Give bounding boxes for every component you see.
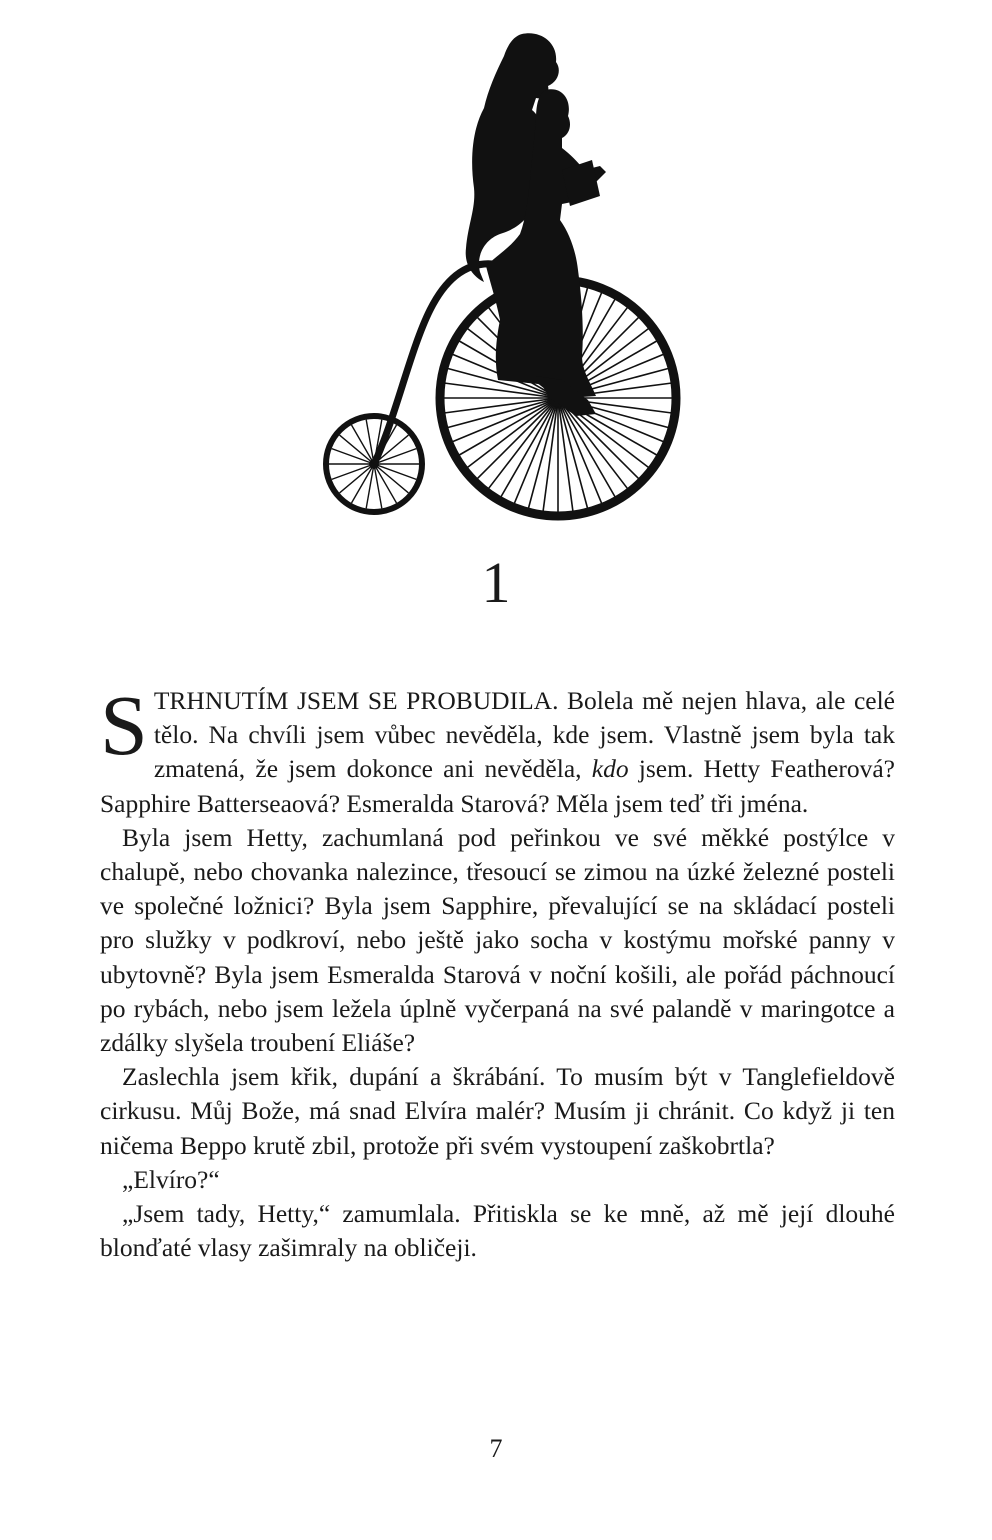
wheel-spoke	[528, 398, 558, 508]
drop-cap: S	[100, 677, 148, 773]
paragraph-4: „Elvíro?“	[122, 1164, 220, 1194]
paragraph-5: „Jsem tady, Hetty,“ zamumlala. Přitiskla se ke mně, až mě její dlouhé blonďaté vlasy zašimraly na obličeji.	[100, 1199, 895, 1263]
paragraph-1-end: jsem. Hetty Featherová? Sapphire Batterseaová? Esmeralda Starová? Měla jsem teď tři jména.	[100, 754, 895, 818]
wheel-spoke	[332, 464, 374, 479]
page-number: 7	[489, 1434, 503, 1463]
emphasis: kdo	[591, 754, 629, 784]
chapter-number: 1	[481, 550, 511, 615]
wheel-spoke	[374, 464, 408, 493]
paragraph-1	[100, 677, 895, 821]
paragraph-2: Byla jsem Hetty, zachumlaná pod peřinkou ve své měkké postýlce v chalupě, nebo chovanka nalezince, třesoucí se zimou na úzké železné posteli ve společné ložnici? Byla jsem Sapphire, převalující se na skládací posteli pro služky v podkroví, nebo ještě jako socha v kostýmu mořské panny v ubytovně? Byla jsem Esmeralda Starová v noční košili, ale pořád páchnoucí po rybách, nebo jsem ležela úplně vyčerpaná na své palandě v maringotce a zdálky slyšela troubení Eliáše?	[100, 822, 895, 1058]
wheel-spoke	[340, 435, 374, 464]
paragraph-3: Zaslechla jsem křik, dupání a škrábání. To musím být v Tanglefieldově cirkusu. Můj Bože, má snad Elvíra malér? Musím ji chránit. Co když ji ten ničema Beppo krutě zbil, protože při svém vystoupení zaškobrtla?	[100, 1062, 895, 1160]
wheel-spoke	[340, 464, 374, 493]
chapter-text	[100, 677, 895, 1265]
wheel-spoke	[374, 464, 416, 479]
bicycle-frame	[374, 264, 500, 464]
penny-farthing-silhouette-icon	[300, 20, 700, 530]
wheel-spoke	[448, 398, 558, 428]
lead-in: TRHNUTÍM JSEM SE PROBUDILA.	[153, 686, 559, 715]
wheel-spoke	[332, 449, 374, 464]
paragraph-1-text: Bolela mě nejen hlava, ale celé tělo. Na chvíli jsem vůbec nevěděla, kde jsem. Vlastně jsem byla tak zmatená, že jsem dokonce ani nevěděla,	[153, 686, 895, 784]
